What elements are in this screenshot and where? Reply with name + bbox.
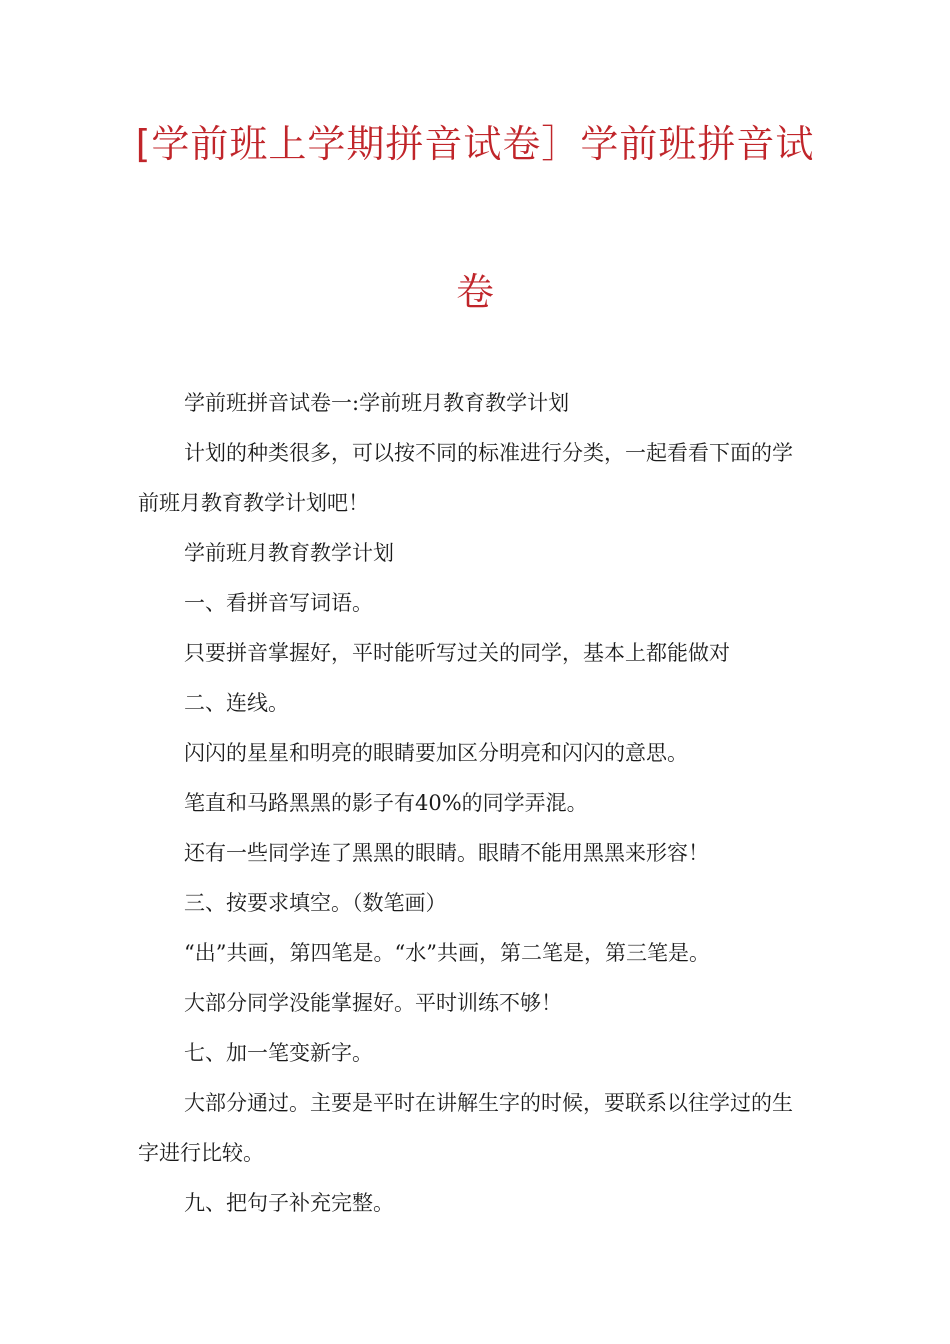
paragraph: 计划的种类很多，可以按不同的标准进行分类，一起看看下面的学前班月教育教学计划吧！ <box>138 441 793 515</box>
paragraph: 还有一些同学连了黑黑的眼睛。眼睛不能用黑黑来形容！ <box>184 841 709 865</box>
paragraph: 闪闪的星星和明亮的眼睛要加区分明亮和闪闪的意思。 <box>184 741 688 765</box>
paragraph: 三、按要求填空。（数笔画） <box>184 891 447 915</box>
paragraph: 学前班月教育教学计划 <box>184 541 394 565</box>
paragraph: 学前班拼音试卷一:学前班月教育教学计划 <box>184 391 570 415</box>
paragraph: 大部分同学没能掌握好。平时训练不够！ <box>184 991 562 1015</box>
paragraph: 二、连线。 <box>184 691 289 715</box>
paragraph: 一、看拼音写词语。 <box>184 591 373 615</box>
paragraph: 笔直和马路黑黑的影子有40%的同学弄混。 <box>184 791 588 815</box>
paragraph: 大部分通过。主要是平时在讲解生字的时候，要联系以往学过的生字进行比较。 <box>138 1091 793 1165</box>
document-body <box>138 378 798 1228</box>
paragraph: 只要拼音掌握好，平时能听写过关的同学，基本上都能做对 <box>184 641 730 665</box>
paragraph: 九、把句子补充完整。 <box>184 1191 394 1215</box>
paragraph: “出”共画，第四笔是。“水”共画，第二笔是，第三笔是。 <box>184 941 710 965</box>
paragraph: 七、加一笔变新字。 <box>184 1041 373 1065</box>
document-title-continued: 卷 <box>455 270 494 314</box>
document-title: [学前班上学期拼音试卷］学前班拼音试 <box>135 122 815 166</box>
